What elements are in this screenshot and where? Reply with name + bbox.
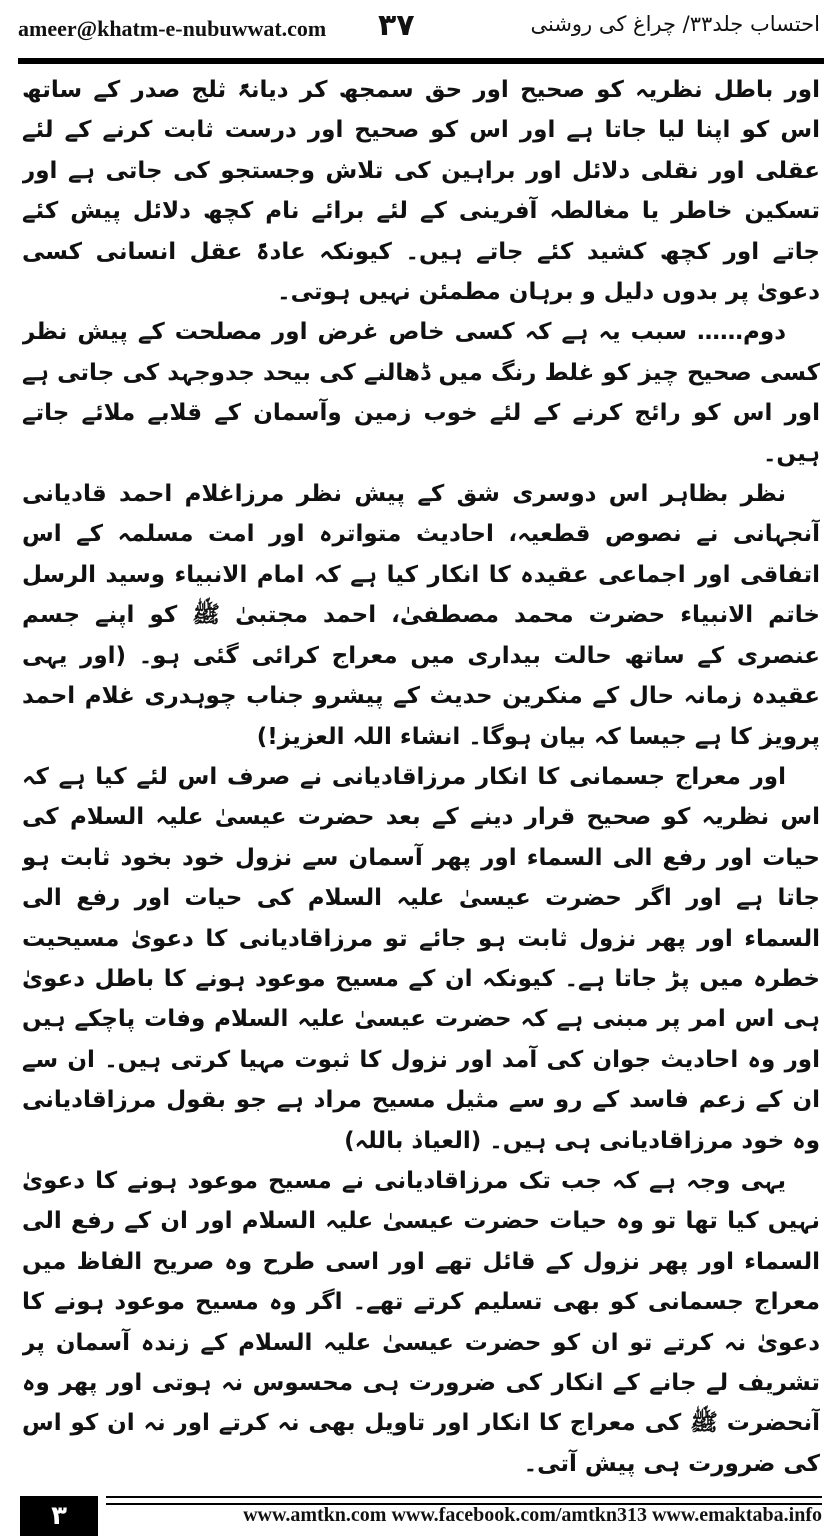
paragraph-1: اور باطل نظریہ کو صحیح اور حق سمجھ کر دیانۃً ثلج صدر کے ساتھ اس کو اپنا لیا جاتا ہے اور اس کو صحیح اور درست ثابت کرنے کے لئے عقلی اور نقلی دلائل اور براہین کی تلاش وجستجو کی جاتی ہے اور تسکین خاطر یا مغالطہ آفرینی کے لئے برائے نام کچھ دلائل پیش کئے جاتے اور کچھ کشید کئے جاتے ہیں۔ کیونکہ عادۃً عقل انسانی کسی دعویٰ پر بدوں دلیل و برہان مطمئن نہیں ہوتی۔: [22, 77, 820, 306]
footer-page-box: ۳: [20, 1496, 98, 1536]
paragraph-5: یہی وجہ ہے کہ جب تک مرزاقادیانی نے مسیح موعود ہونے کا دعویٰ نہیں کیا تھا تو وہ حیات حضرت عیسیٰ علیہ السلام اور ان کے رفع الی السماء اور پھر نزول کے قائل تھے اور اسی طرح وہ صریح الفاظ میں معراج جسمانی کو بھی تسلیم کرتے تھے۔ اگر وہ مسیح موعود ہونے کا دعویٰ نہ کرتے تو ان کو حضرت عیسیٰ علیہ السلام کے زندہ آسمان پر تشریف لے جانے کے انکار کی ضرورت ہی محسوس نہ ہوتی اور پھر وہ آنحضرت ﷺ کی معراج کا انکار اور تاویل بھی نہ کرتے اور نہ ان کو اس کی ضرورت ہی پیش آتی۔: [22, 1167, 820, 1477]
header-rule: [18, 58, 824, 64]
page-header: [0, 0, 840, 60]
page-body: [22, 70, 820, 1488]
paragraph-4: اور معراج جسمانی کا انکار مرزاقادیانی نے صرف اس لئے کیا ہے کہ اس نظریہ کو صحیح قرار دینے کے بعد حضرت عیسیٰ علیہ السلام کی حیات اور رفع الی السماء اور پھر آسمان سے نزول خود بخود ثابت ہو جاتا ہے اور اگر حضرت عیسیٰ علیہ السلام کی حیات اور رفع الی السماء اور پھر نزول ثابت ہو جائے تو مرزاقادیانی کا دعویٰ مسیحیت خطرہ میں پڑ جاتا ہے۔ کیونکہ ان کے مسیح موعود ہونے کا باطل دعویٰ ہی اس امر پر مبنی ہے کہ حضرت عیسیٰ علیہ السلام وفات پاچکے ہیں اور وہ احادیث جوان کی آمد اور نزول کا ثبوت مہیا کرتی ہیں۔ ان سے ان کے زعم فاسد کے رو سے مثیل مسیح مراد ہے جو بقول مرزاقادیانی وہ خود مرزاقادیانی ہی ہیں۔ (العیاذ باللہ): [22, 763, 820, 1154]
header-email: ameer@khatm-e-nubuwwat.com: [18, 16, 327, 41]
footer-links[interactable]: www.amtkn.com www.facebook.com/amtkn313 www.emaktaba.info: [243, 1504, 822, 1526]
header-page-number: ۳۷: [378, 8, 415, 43]
page-footer: [0, 1492, 840, 1540]
paragraph-3: نظر بظاہر اس دوسری شق کے پیش نظر مرزاغلام احمد قادیانی آنجہانی نے نصوص قطعیہ، احادیث متواترہ اور امت مسلمہ کے اس اتفاقی اور اجماعی عقیدہ کا انکار کیا ہے کہ امام الانبیاء وسید الرسل خاتم الانبیاء حضرت محمد مصطفیٰ، احمد مجتبیٰ ﷺ کو اپنے جسم عنصری کے ساتھ حالت بیداری میں معراج کرائی گئی ہو۔ (اور یہی عقیدہ زمانہ حال کے منکرین حدیث کے پیشرو جناب چوہدری غلام احمد پرویز کا ہے جیسا کہ بیان ہوگا۔ انشاء اللہ العزیز!): [22, 481, 820, 750]
paragraph-2: دوم…… سبب یہ ہے کہ کسی خاص غرض اور مصلحت کے پیش نظر کسی صحیح چیز کو غلط رنگ میں ڈھالنے کی بیحد جدوجہد کی جاتی ہے اور اس کو رائج کرنے کے لئے خوب زمین وآسمان کے قلابے ملائے جاتے ہیں۔: [22, 319, 820, 467]
header-running-title: احتساب جلد۳۳/ چراغ کی روشنی: [530, 12, 820, 36]
